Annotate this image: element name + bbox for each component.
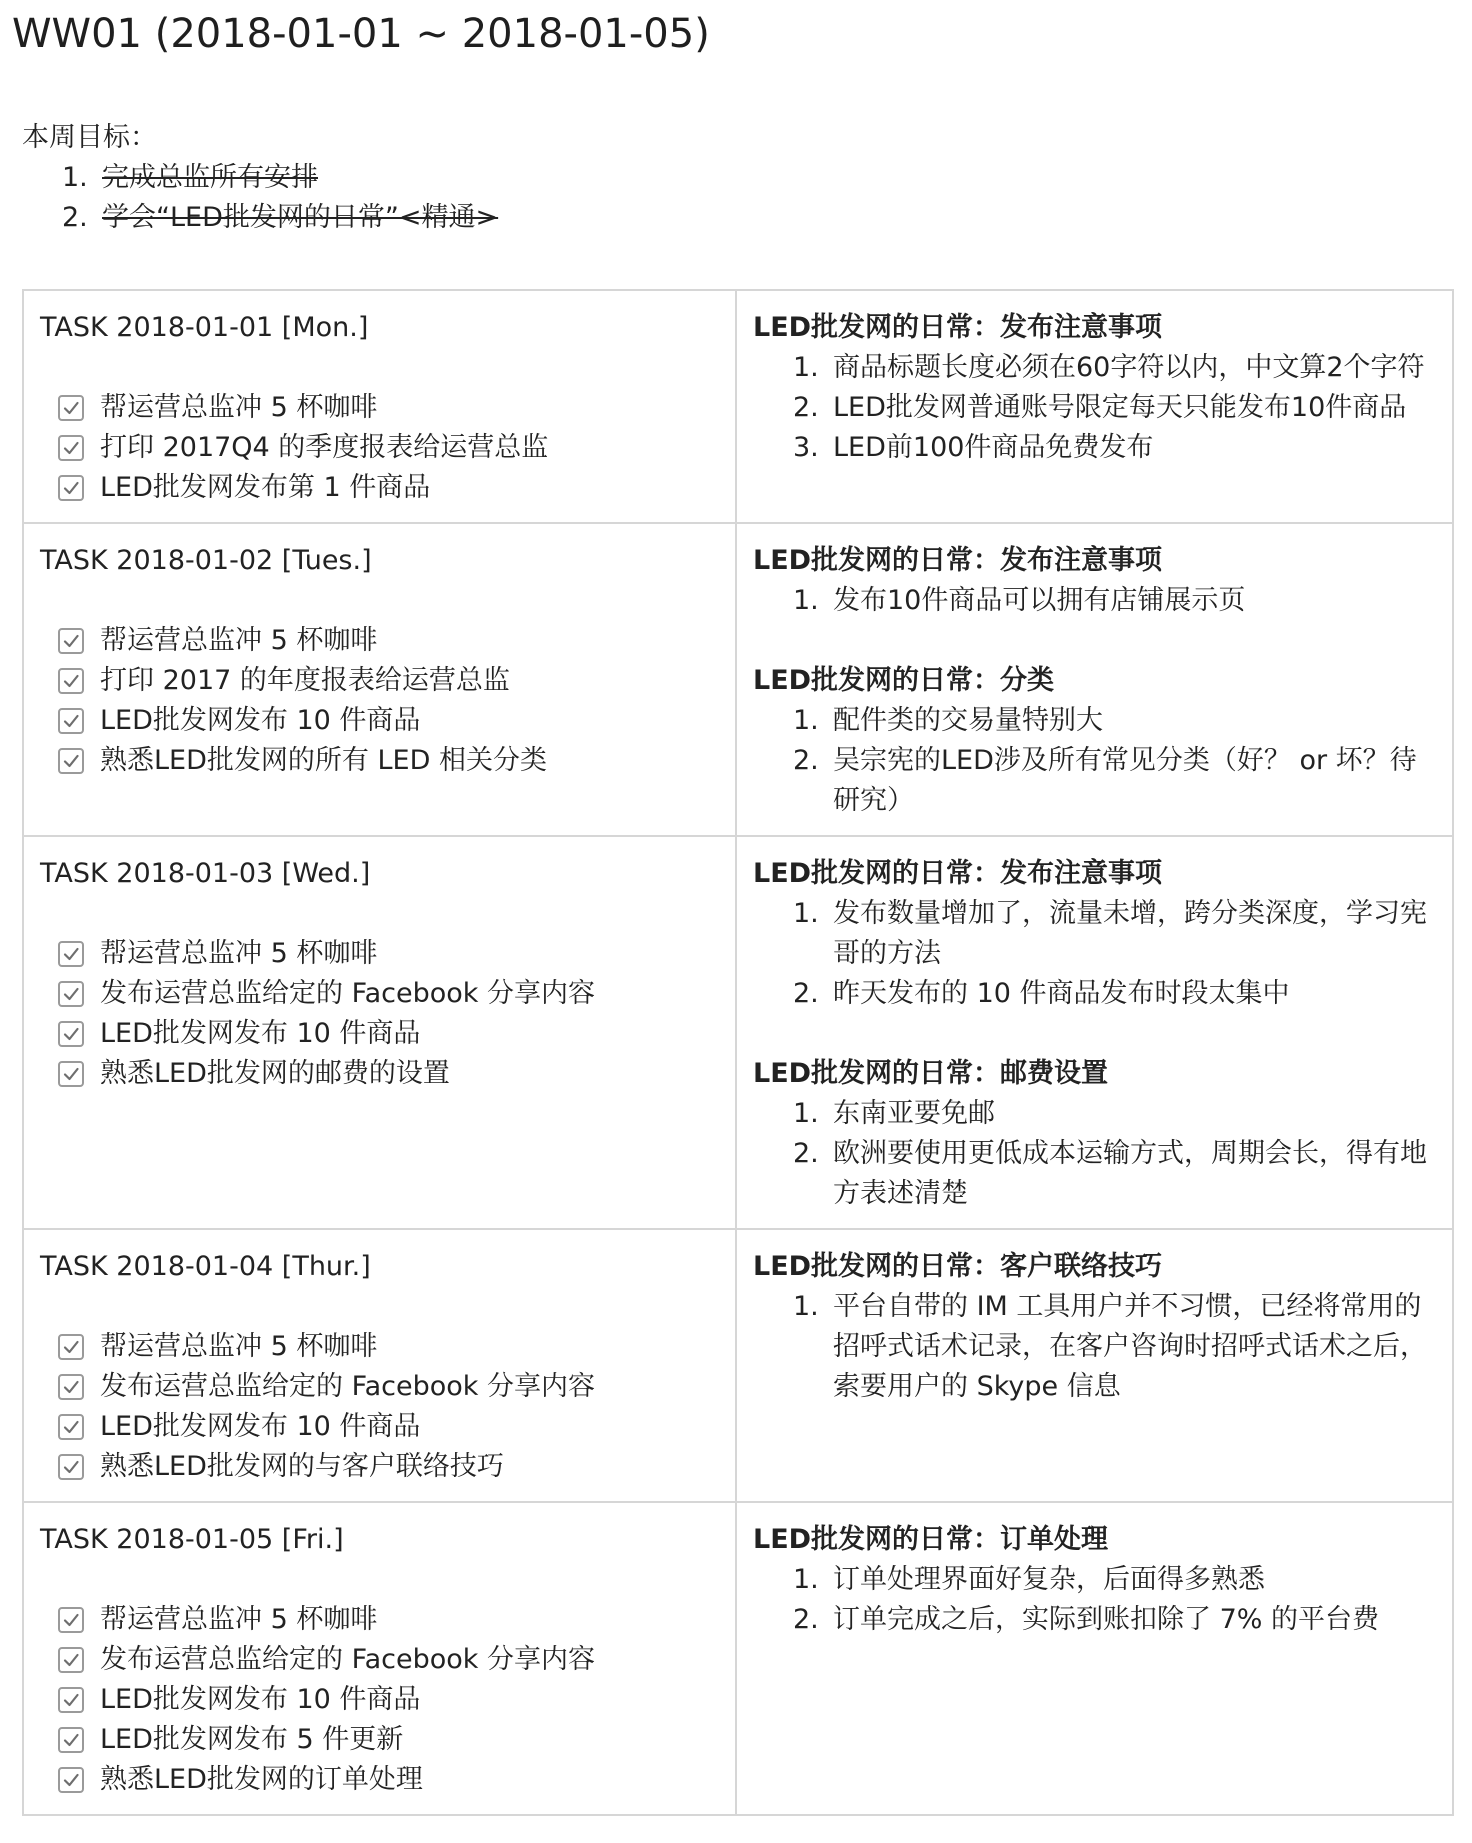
checkbox-checked-icon[interactable] xyxy=(58,475,84,501)
goal-number: 1. xyxy=(62,162,88,193)
task-item xyxy=(58,974,719,1014)
task-item xyxy=(58,1327,719,1367)
check-mark-icon xyxy=(62,632,80,650)
checkbox-checked-icon[interactable] xyxy=(58,435,84,461)
note-text: 东南亚要免邮 xyxy=(833,1098,995,1129)
task-item xyxy=(58,1054,719,1094)
goal-item xyxy=(62,158,498,198)
task-text: LED批发网发布 10 件商品 xyxy=(100,1411,421,1442)
note-list xyxy=(753,348,1436,468)
day-title: TASK 2018-01-02 [Tues.] xyxy=(40,545,372,576)
checkbox-checked-icon[interactable] xyxy=(58,1687,84,1713)
note-block xyxy=(753,1520,1436,1640)
note-number: 2. xyxy=(793,745,819,776)
task-item xyxy=(58,388,719,428)
day-task-cell xyxy=(23,1502,736,1815)
task-text: 帮运营总监冲 5 杯咖啡 xyxy=(100,392,378,423)
note-block xyxy=(753,308,1436,468)
task-item xyxy=(58,1447,719,1487)
note-text: 平台自带的 IM 工具用户并不习惯，已经将常用的招呼式话术记录，在客户咨询时招呼式话术之后，索要用户的 Skype 信息 xyxy=(833,1291,1427,1402)
note-item xyxy=(793,701,1436,741)
note-heading: LED批发网的日常：客户联络技巧 xyxy=(753,1251,1163,1282)
task-text: 熟悉LED批发网的与客户联络技巧 xyxy=(100,1451,504,1482)
task-checklist xyxy=(40,1327,719,1487)
check-mark-icon xyxy=(62,945,80,963)
note-text: LED前100件商品免费发布 xyxy=(833,432,1154,463)
day-notes-cell xyxy=(736,1502,1453,1815)
task-table-body xyxy=(23,290,1453,1815)
check-mark-icon xyxy=(62,1458,80,1476)
task-item xyxy=(58,1640,719,1680)
note-item xyxy=(793,428,1436,468)
note-block xyxy=(753,541,1436,621)
check-mark-icon xyxy=(62,712,80,730)
note-number: 1. xyxy=(793,585,819,616)
task-item xyxy=(58,1680,719,1720)
note-number: 1. xyxy=(793,898,819,929)
note-text: 配件类的交易量特别大 xyxy=(833,705,1103,736)
check-mark-icon xyxy=(62,1378,80,1396)
check-mark-icon xyxy=(62,399,80,417)
day-notes-cell xyxy=(736,290,1453,523)
task-text: 发布运营总监给定的 Facebook 分享内容 xyxy=(100,1644,596,1675)
note-heading: LED批发网的日常：发布注意事项 xyxy=(753,858,1163,889)
note-number: 2. xyxy=(793,392,819,423)
checkbox-checked-icon[interactable] xyxy=(58,628,84,654)
checkbox-checked-icon[interactable] xyxy=(58,395,84,421)
note-number: 1. xyxy=(793,1098,819,1129)
day-notes-cell xyxy=(736,1229,1453,1502)
task-text: LED批发网发布 10 件商品 xyxy=(100,1018,421,1049)
note-text: 订单完成之后，实际到账扣除了 7% 的平台费 xyxy=(833,1604,1379,1635)
note-heading: LED批发网的日常：订单处理 xyxy=(753,1524,1109,1555)
note-block xyxy=(753,854,1436,1014)
note-heading: LED批发网的日常：发布注意事项 xyxy=(753,312,1163,343)
note-text: 商品标题长度必须在60字符以内，中文算2个字符 xyxy=(833,352,1425,383)
day-task-cell xyxy=(23,523,736,836)
task-item xyxy=(58,661,719,701)
day-notes-cell xyxy=(736,523,1453,836)
note-text: 发布数量增加了，流量未增，跨分类深度，学习宪哥的方法 xyxy=(833,898,1427,969)
task-text: 发布运营总监给定的 Facebook 分享内容 xyxy=(100,978,596,1009)
day-row xyxy=(23,1229,1453,1502)
task-item xyxy=(58,1367,719,1407)
goals-list xyxy=(62,158,498,238)
task-item xyxy=(58,1720,719,1760)
task-checklist xyxy=(40,388,719,508)
note-item xyxy=(793,894,1436,974)
check-mark-icon xyxy=(62,1651,80,1669)
task-item xyxy=(58,934,719,974)
checkbox-checked-icon[interactable] xyxy=(58,1334,84,1360)
task-text: LED批发网发布 10 件商品 xyxy=(100,705,421,736)
note-number: 1. xyxy=(793,1291,819,1322)
note-number: 1. xyxy=(793,705,819,736)
task-text: LED批发网发布 5 件更新 xyxy=(100,1724,404,1755)
note-number: 2. xyxy=(793,1138,819,1169)
task-item xyxy=(58,621,719,661)
note-item xyxy=(793,388,1436,428)
check-mark-icon xyxy=(62,1338,80,1356)
note-item xyxy=(793,348,1436,388)
checkbox-checked-icon[interactable] xyxy=(58,668,84,694)
note-heading: LED批发网的日常：分类 xyxy=(753,665,1055,696)
note-block xyxy=(753,1247,1436,1407)
note-text: 吴宗宪的LED涉及所有常见分类（好？ or 坏？待研究） xyxy=(833,745,1417,816)
check-mark-icon xyxy=(62,1691,80,1709)
check-mark-icon xyxy=(62,1731,80,1749)
task-text: 打印 2017Q4 的季度报表给运营总监 xyxy=(100,432,549,463)
note-number: 1. xyxy=(793,352,819,383)
note-number: 3. xyxy=(793,432,819,463)
check-mark-icon xyxy=(62,1611,80,1629)
note-item xyxy=(793,581,1436,621)
note-item xyxy=(793,1094,1436,1134)
task-item xyxy=(58,468,719,508)
note-item xyxy=(793,1560,1436,1600)
check-mark-icon xyxy=(62,672,80,690)
note-heading: LED批发网的日常：邮费设置 xyxy=(753,1058,1109,1089)
task-item xyxy=(58,1407,719,1447)
task-table xyxy=(22,289,1454,1816)
goal-text: 学会“LED批发网的日常”<精通> xyxy=(102,202,499,233)
checkbox-checked-icon[interactable] xyxy=(58,1727,84,1753)
check-mark-icon xyxy=(62,1025,80,1043)
checkbox-checked-icon[interactable] xyxy=(58,1607,84,1633)
task-checklist xyxy=(40,1600,719,1800)
task-text: 帮运营总监冲 5 杯咖啡 xyxy=(100,1331,378,1362)
note-text: 发布10件商品可以拥有店铺展示页 xyxy=(833,585,1246,616)
day-row xyxy=(23,1502,1453,1815)
checkbox-checked-icon[interactable] xyxy=(58,748,84,774)
note-item xyxy=(793,974,1436,1014)
day-row xyxy=(23,523,1453,836)
task-text: LED批发网发布 10 件商品 xyxy=(100,1684,421,1715)
note-text: 欧洲要使用更低成本运输方式，周期会长，得有地方表述清楚 xyxy=(833,1138,1427,1209)
note-item xyxy=(793,1287,1436,1407)
day-title: TASK 2018-01-04 [Thur.] xyxy=(40,1251,371,1282)
day-row xyxy=(23,290,1453,523)
check-mark-icon xyxy=(62,985,80,1003)
note-list xyxy=(753,1287,1436,1407)
note-text: 昨天发布的 10 件商品发布时段太集中 xyxy=(833,978,1290,1009)
goal-text: 完成总监所有安排 xyxy=(102,162,318,193)
note-number: 2. xyxy=(793,978,819,1009)
check-mark-icon xyxy=(62,1418,80,1436)
task-item xyxy=(58,1014,719,1054)
day-notes-cell xyxy=(736,836,1453,1229)
check-mark-icon xyxy=(62,439,80,457)
task-text: 发布运营总监给定的 Facebook 分享内容 xyxy=(100,1371,596,1402)
checkbox-checked-icon[interactable] xyxy=(58,1061,84,1087)
task-text: 熟悉LED批发网的邮费的设置 xyxy=(100,1058,450,1089)
task-item xyxy=(58,1600,719,1640)
checkbox-checked-icon[interactable] xyxy=(58,1647,84,1673)
task-checklist xyxy=(40,934,719,1094)
checkbox-checked-icon[interactable] xyxy=(58,1454,84,1480)
note-item xyxy=(793,741,1436,821)
goal-item xyxy=(62,198,498,238)
task-item xyxy=(58,701,719,741)
note-heading: LED批发网的日常：发布注意事项 xyxy=(753,545,1163,576)
note-item xyxy=(793,1600,1436,1640)
check-mark-icon xyxy=(62,1065,80,1083)
note-number: 2. xyxy=(793,1604,819,1635)
task-item xyxy=(58,741,719,781)
day-task-cell xyxy=(23,836,736,1229)
note-item xyxy=(793,1134,1436,1214)
check-mark-icon xyxy=(62,479,80,497)
task-text: LED批发网发布第 1 件商品 xyxy=(100,472,431,503)
note-number: 1. xyxy=(793,1564,819,1595)
day-task-cell xyxy=(23,290,736,523)
note-list xyxy=(753,581,1436,621)
note-list xyxy=(753,701,1436,821)
day-title: TASK 2018-01-05 [Fri.] xyxy=(40,1524,344,1555)
day-title: TASK 2018-01-03 [Wed.] xyxy=(40,858,371,889)
task-text: 帮运营总监冲 5 杯咖啡 xyxy=(100,938,378,969)
task-text: 熟悉LED批发网的订单处理 xyxy=(100,1764,423,1795)
task-text: 熟悉LED批发网的所有 LED 相关分类 xyxy=(100,745,547,776)
checkbox-checked-icon[interactable] xyxy=(58,708,84,734)
note-list xyxy=(753,894,1436,1014)
task-text: 打印 2017 的年度报表给运营总监 xyxy=(100,665,510,696)
checkbox-checked-icon[interactable] xyxy=(58,1374,84,1400)
task-text: 帮运营总监冲 5 杯咖啡 xyxy=(100,625,378,656)
day-title: TASK 2018-01-01 [Mon.] xyxy=(40,312,369,343)
note-block xyxy=(753,661,1436,821)
task-text: 帮运营总监冲 5 杯咖啡 xyxy=(100,1604,378,1635)
goals-heading: 本周目标： xyxy=(22,122,157,153)
checkbox-checked-icon[interactable] xyxy=(58,1021,84,1047)
goal-number: 2. xyxy=(62,202,88,233)
note-list xyxy=(753,1560,1436,1640)
task-item xyxy=(58,1760,719,1800)
day-task-cell xyxy=(23,1229,736,1502)
checkbox-checked-icon[interactable] xyxy=(58,941,84,967)
checkbox-checked-icon[interactable] xyxy=(58,1767,84,1793)
check-mark-icon xyxy=(62,1771,80,1789)
task-item xyxy=(58,428,719,468)
task-checklist xyxy=(40,621,719,781)
check-mark-icon xyxy=(62,752,80,770)
page-title: WW01 (2018-01-01 ~ 2018-01-05) xyxy=(12,11,710,57)
note-list xyxy=(753,1094,1436,1214)
day-row xyxy=(23,836,1453,1229)
note-text: 订单处理界面好复杂，后面得多熟悉 xyxy=(833,1564,1265,1595)
checkbox-checked-icon[interactable] xyxy=(58,1414,84,1440)
note-block xyxy=(753,1054,1436,1214)
checkbox-checked-icon[interactable] xyxy=(58,981,84,1007)
note-text: LED批发网普通账号限定每天只能发布10件商品 xyxy=(833,392,1407,423)
